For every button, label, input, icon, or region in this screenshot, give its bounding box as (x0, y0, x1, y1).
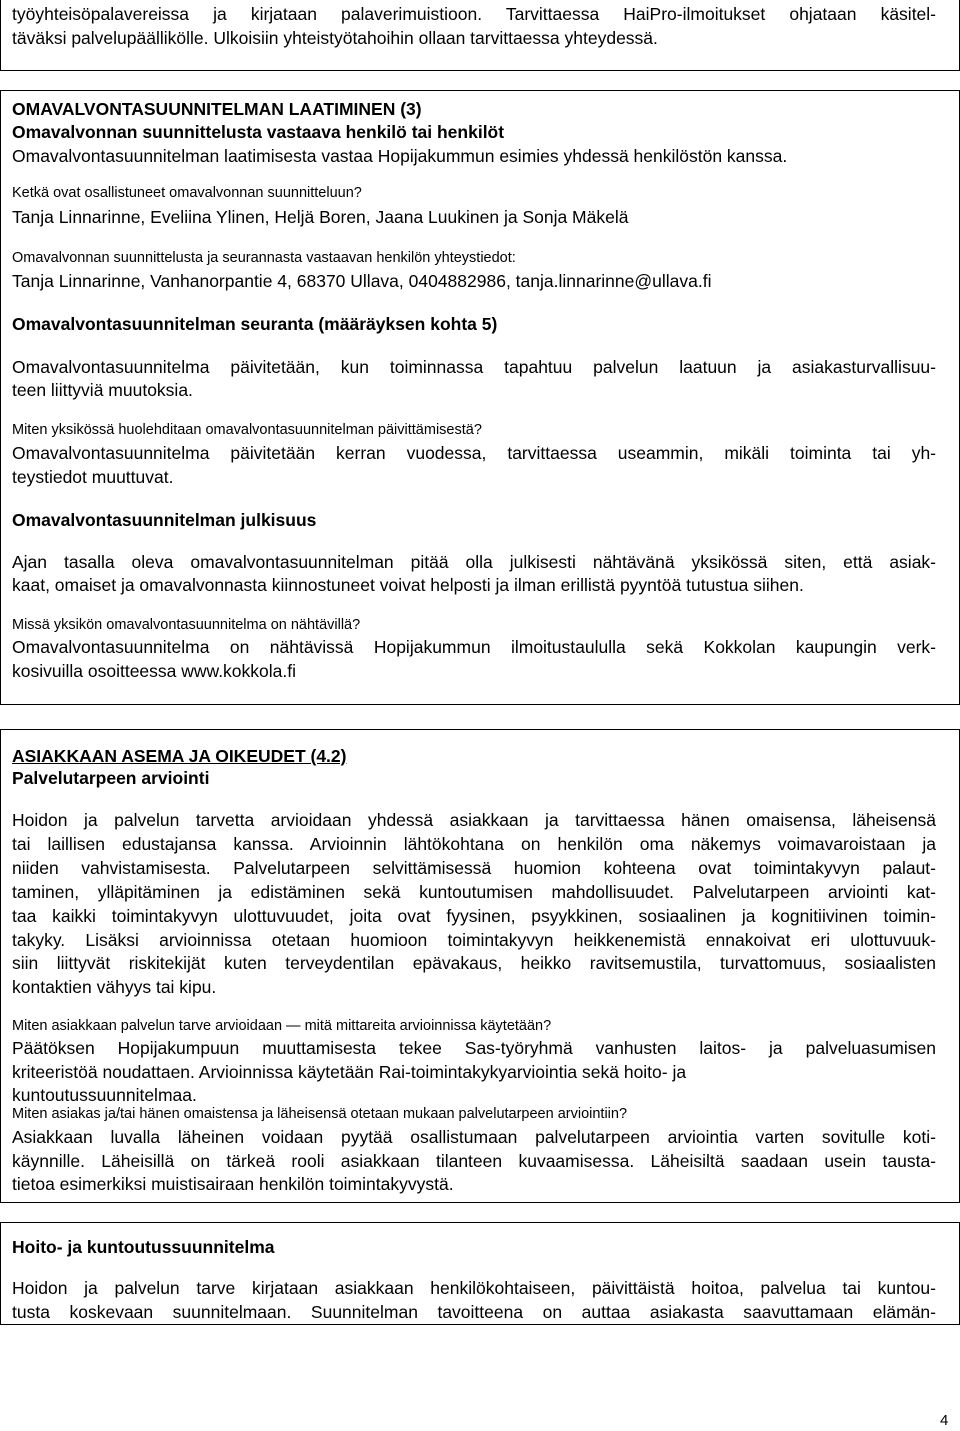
method-line-1: Päätöksen Hopijakumpuun muuttamisesta tekee Sas-työryhmä vanhusten laitos- ja palveluasumisen (12, 1038, 936, 1058)
question-update: Miten yksikössä huolehditaan omavalvontasuunnitelman päivittämisestä? (12, 422, 482, 438)
plan-subheading: Omavalvonnan suunnittelusta vastaava henkilö tai henkilöt (12, 122, 505, 142)
followup-heading: Omavalvontasuunnitelman seuranta (määräyksen kohta 5) (12, 314, 498, 334)
client-body-line-5: taa kaikki toimintakyvyn ulottuvuudet, joita ovat fyysinen, psyykkinen, sosiaalinen ja kognitiivinen toimin- (12, 906, 936, 926)
client-body-line-7: siin liittyvät riskitekijät kuten terveydentilan epävakaus, heikko ravitsemustila, turvattomuus, sosiaalisten (12, 953, 936, 973)
care-line-2: tusta koskevaan suunnitelmaan. Suunnitelman tavoitteena on auttaa asiakasta saavuttamaan elämän- (12, 1302, 936, 1322)
question-method: Miten asiakkaan palvelun tarve arvioidaan — mitä mittareita arvioinnissa käytetään? (12, 1018, 552, 1034)
intro-line-2: täväksi palvelupäällikölle. Ulkoisiin yhteistyötahoihin ollaan tarvittaessa yhteydessä. (12, 28, 658, 48)
client-subheading: Palvelutarpeen arviointi (12, 768, 210, 788)
plan-responsible: Omavalvontasuunnitelman laatimisesta vastaa Hopijakummun esimies yhdessä henkilöstön kanssa. (12, 146, 788, 166)
client-body-line-1: Hoidon ja palvelun tarvetta arvioidaan yhdessä asiakkaan ja tarvittaessa hänen omaisensa, läheisensä (12, 810, 936, 830)
where-line-1: Omavalvontasuunnitelma on nähtävissä Hopijakummun ilmoitustaululla sekä Kokkolan kaupungin verk- (12, 637, 936, 657)
update-line-1: Omavalvontasuunnitelma päivitetään kerran vuodessa, tarvittaessa useammin, mikäli toiminta tai yh- (12, 443, 936, 463)
followup-line-1: Omavalvontasuunnitelma päivitetään, kun toiminnassa tapahtuu palvelun laatuun ja asiakasturvallisuu- (12, 357, 936, 377)
update-line-2: teystiedot muuttuvat. (12, 467, 174, 487)
question-participants: Ketkä ovat osallistuneet omavalvonnan suunnitteluun? (12, 185, 362, 201)
public-line-1: Ajan tasalla oleva omavalvontasuunnitelman pitää olla julkisesti nähtävänä yksikössä siten, että asiak- (12, 552, 936, 572)
care-heading: Hoito- ja kuntoutussuunnitelma (12, 1237, 275, 1257)
family-line-2: käynnille. Läheisillä on tärkeä rooli asiakkaan tilanteen kuvaamisessa. Läheisiltä saadaan usein tausta- (12, 1151, 936, 1171)
question-where: Missä yksikön omavalvontasuunnitelma on nähtävillä? (12, 617, 361, 633)
client-body-line-8: kontaktien vähyys tai kipu. (12, 977, 217, 997)
public-heading: Omavalvontasuunnitelman julkisuus (12, 510, 317, 530)
public-line-2: kaat, omaiset ja omavalvonnasta kiinnostuneet voivat helposti ja ilman erillistä pyyntöä tutustua siihen. (12, 575, 804, 595)
client-body-line-6: takyky. Lisäksi arvioinnissa otetaan huomioon toimintakyvyn heikkenemistä ennakoivat eri ulottuvuuk- (12, 930, 936, 950)
client-heading: ASIAKKAAN ASEMA JA OIKEUDET (4.2) (12, 746, 347, 766)
intro-line-1: työyhteisöpalavereissa ja kirjataan palaverimuistioon. Tarvittaessa HaiPro-ilmoitukset ohjataan käsitel- (12, 4, 936, 24)
contact-text: Tanja Linnarinne, Vanhanorpantie 4, 68370 Ullava, 0404882986, tanja.linnarinne@ullava.fi (12, 271, 712, 291)
client-body-line-2: tai laillisen edustajansa kanssa. Arvioinnin lähtökohtana on henkilön oma näkemys voimavaroistaan ja (12, 834, 936, 854)
family-line-3: tietoa esimerkiksi muistisairaan henkilön toimintakyvystä. (12, 1174, 454, 1194)
plan-heading: OMAVALVONTASUUNNITELMAN LAATIMINEN (3) (12, 99, 422, 119)
method-line-3: kuntoutussuunnitelmaa. (12, 1085, 197, 1105)
question-contact: Omavalvonnan suunnittelusta ja seurannasta vastaavan henkilön yhteystiedot: (12, 250, 516, 266)
client-body-line-3: niiden vahvistamisesta. Palvelutarpeen selvittämisessä huomion kohteena ovat toimintakyvyn palaut- (12, 858, 936, 878)
page-number: 4 (940, 1412, 949, 1429)
followup-line-2: teen liittyviä muutoksia. (12, 380, 193, 400)
family-line-1: Asiakkaan luvalla läheinen voidaan pyytää osallistumaan palvelutarpeen arviointia varten sovitulle koti- (12, 1127, 936, 1147)
care-line-1: Hoidon ja palvelun tarve kirjataan asiakkaan henkilökohtaiseen, päivittäistä hoitoa, palvelua tai kuntou- (12, 1278, 936, 1298)
method-line-2: kriteeristöä noudattaen. Arvioinnissa käytetään Rai-toimintakykyarviointia sekä hoito- ja (12, 1062, 687, 1082)
client-body-line-4: taminen, ylläpitäminen ja edistäminen sekä kuntoutumisen mahdollisuudet. Palvelutarpeen arviointi kat- (12, 882, 936, 902)
participants-text: Tanja Linnarinne, Eveliina Ylinen, Heljä Boren, Jaana Luukinen ja Sonja Mäkelä (12, 207, 629, 227)
where-line-2: kosivuilla osoitteessa www.kokkola.fi (12, 661, 297, 681)
question-family: Miten asiakas ja/tai hänen omaistensa ja läheisensä otetaan mukaan palvelutarpeen arviointiin? (12, 1106, 628, 1122)
